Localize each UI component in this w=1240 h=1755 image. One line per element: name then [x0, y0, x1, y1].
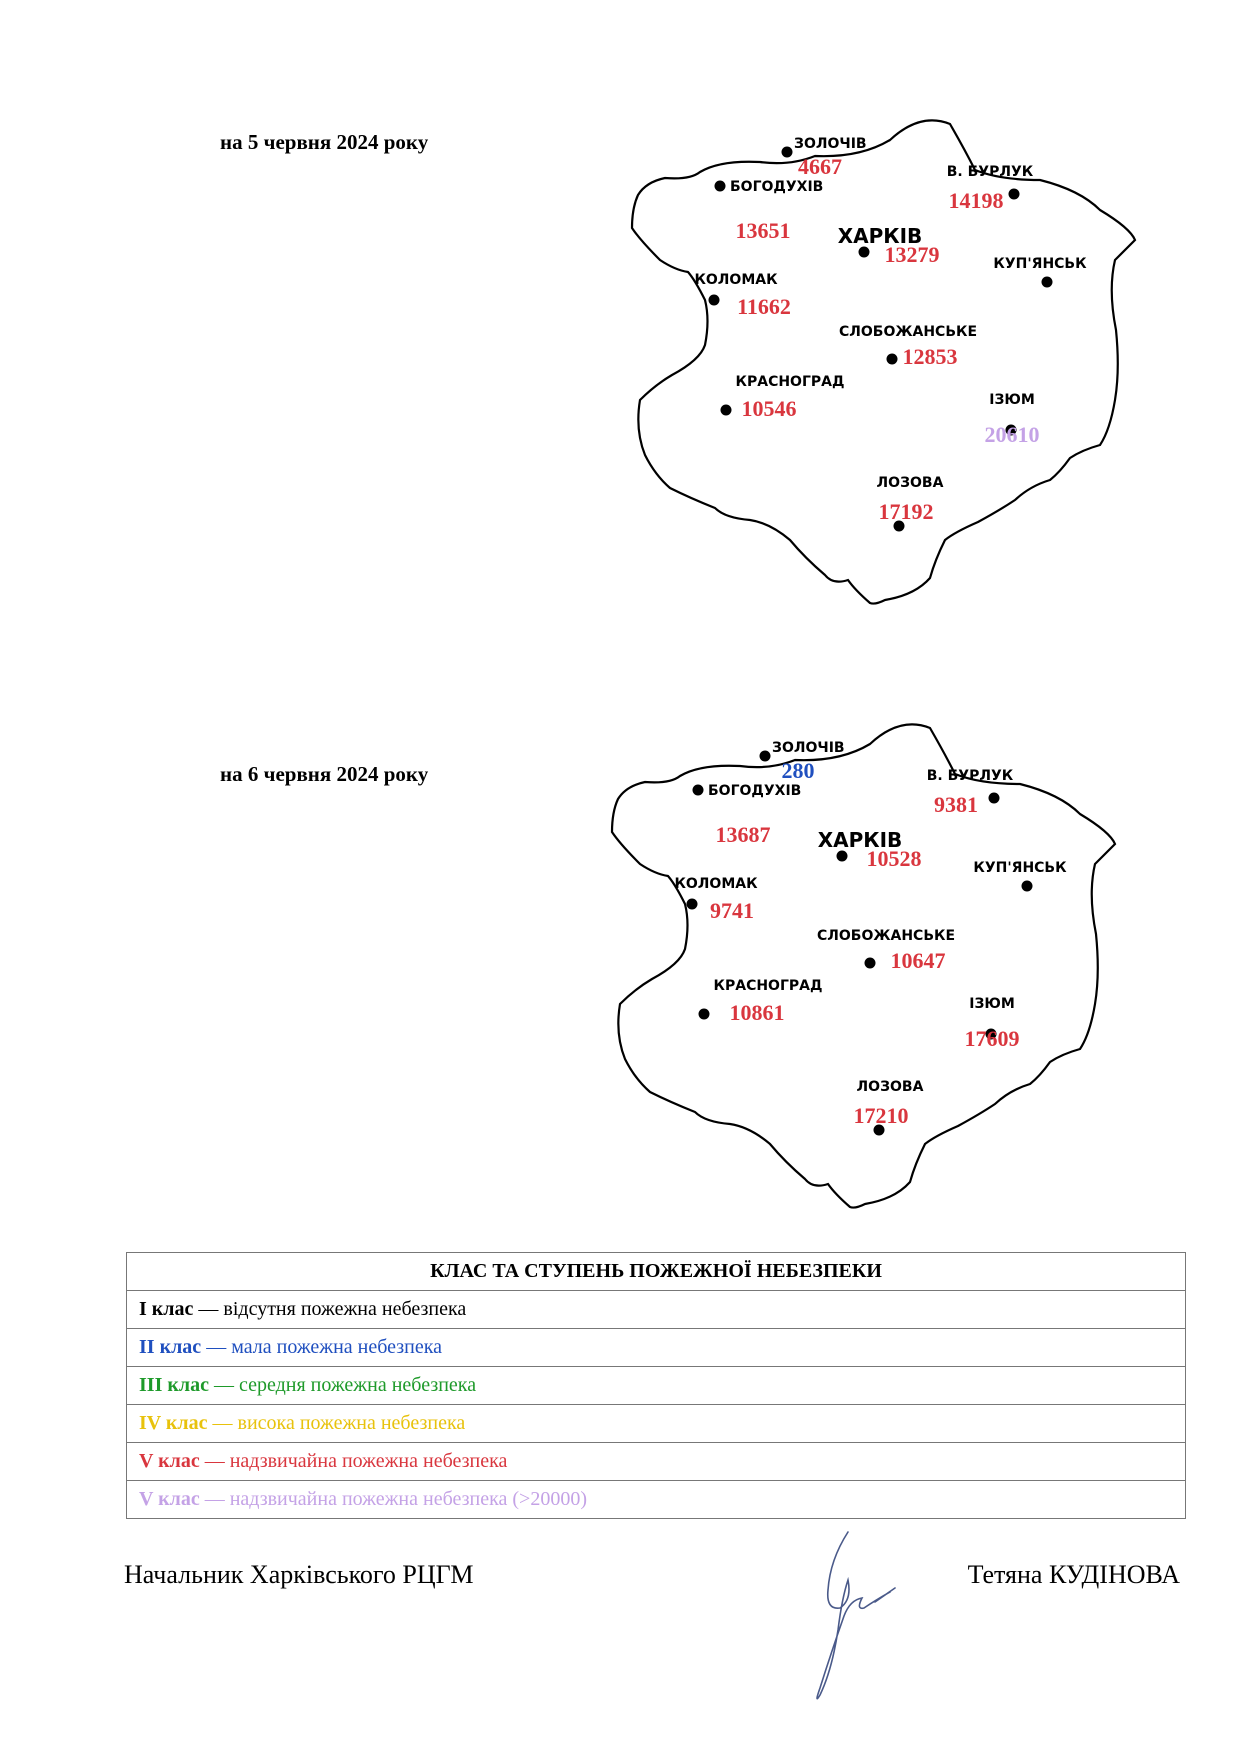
city-marker	[782, 147, 793, 158]
city-zolochiv	[760, 740, 845, 783]
region-outline	[612, 724, 1115, 1207]
fire-index-value: 20610	[984, 422, 1040, 447]
city-marker	[699, 1009, 710, 1020]
legend-class-label: IV клас	[139, 1412, 208, 1434]
city-name: СЛОБОЖАНСЬКЕ	[816, 928, 956, 944]
city-marker	[687, 899, 698, 910]
city-marker	[760, 751, 771, 762]
city-name: КРАСНОГРАД	[713, 978, 823, 994]
fire-index-value: 13651	[735, 218, 791, 243]
fire-index-value: 9741	[710, 898, 754, 923]
city-name: СЛОБОЖАНСЬКЕ	[838, 324, 978, 340]
city-marker	[837, 851, 848, 862]
signature	[770, 1520, 930, 1710]
legend-row	[127, 1329, 1186, 1367]
city-lozova	[877, 475, 944, 532]
region-outline	[632, 120, 1135, 603]
fire-index-value: 280	[781, 758, 815, 783]
legend-class-label: II клас	[139, 1336, 202, 1358]
fire-index-value: 10861	[729, 1000, 785, 1025]
city-slobozhanske	[839, 324, 977, 369]
date-heading-1: на 5 червня 2024 року	[220, 130, 429, 154]
city-name: КУП'ЯНСЬК	[993, 256, 1087, 272]
city-marker	[721, 405, 732, 416]
city-krasnohrad	[699, 978, 823, 1025]
legend-class-description: — надзвичайна пожежна небезпека	[199, 1450, 508, 1472]
city-izium	[965, 996, 1020, 1051]
city-name: ЛОЗОВА	[856, 1079, 924, 1095]
fire-index-value: 17192	[878, 499, 934, 524]
fire-index-value: 10647	[890, 948, 946, 973]
legend-row	[127, 1291, 1186, 1329]
fire-index-value: 10546	[741, 396, 797, 421]
fire-index-value: 10528	[866, 846, 922, 871]
city-name: КРАСНОГРАД	[735, 374, 845, 390]
fire-index-value: 4667	[798, 154, 842, 179]
city-kolomak	[694, 272, 790, 319]
legend-class-description: — мала пожежна небезпека	[201, 1336, 443, 1358]
city-marker	[709, 295, 720, 306]
city-bohodukhiv	[693, 783, 802, 847]
legend-row	[127, 1405, 1186, 1443]
legend-row	[127, 1443, 1186, 1481]
legend-class-description: — висока пожежна небезпека	[207, 1412, 466, 1434]
city-lozova	[854, 1079, 924, 1136]
city-marker	[859, 247, 870, 258]
fire-danger-legend	[126, 1252, 1186, 1519]
legend-class-description: — середня пожежна небезпека	[208, 1374, 477, 1396]
legend-class-label: V клас	[139, 1450, 200, 1472]
legend-class-label: V клас	[139, 1488, 200, 1510]
fire-index-value: 14198	[948, 188, 1004, 213]
city-name: ЛОЗОВА	[876, 475, 944, 491]
city-slobozhanske	[817, 928, 955, 973]
city-name: ЗОЛОЧІВ	[772, 740, 845, 756]
city-name: БОГОДУХІВ	[708, 783, 802, 799]
city-name: ІЗЮМ	[969, 996, 1015, 1012]
city-v-burluk	[947, 164, 1034, 213]
legend-class-label: III клас	[139, 1374, 209, 1396]
city-marker	[693, 785, 704, 796]
city-krasnohrad	[721, 374, 845, 421]
city-v-burluk	[927, 768, 1014, 817]
fire-index-value: 11662	[737, 294, 791, 319]
city-name: В. БУРЛУК	[926, 768, 1014, 784]
city-name: В. БУРЛУК	[946, 164, 1034, 180]
fire-index-value: 9381	[934, 792, 978, 817]
city-kupiansk	[973, 860, 1067, 892]
fire-danger-map-june-5	[0, 100, 1240, 620]
city-name: БОГОДУХІВ	[730, 179, 824, 195]
fire-index-value: 12853	[902, 344, 958, 369]
city-name: ІЗЮМ	[989, 392, 1035, 408]
fire-index-value: 17210	[853, 1103, 909, 1128]
signatory-name: Тетяна КУДІНОВА	[967, 1560, 1180, 1589]
city-bohodukhiv	[715, 179, 824, 243]
city-zolochiv	[782, 136, 867, 179]
city-name: КОЛОМАК	[674, 876, 758, 892]
legend-class-label: I клас	[139, 1298, 194, 1320]
city-kharkiv	[838, 224, 940, 267]
city-kharkiv	[818, 828, 922, 871]
city-kupiansk	[993, 256, 1087, 288]
city-name: ЗОЛОЧІВ	[794, 136, 867, 152]
city-marker	[887, 354, 898, 365]
signatory-position: Начальник Харківського РЦГМ	[124, 1560, 474, 1589]
city-marker	[865, 958, 876, 969]
city-marker	[1009, 189, 1020, 200]
city-izium	[985, 392, 1040, 447]
city-marker	[1022, 881, 1033, 892]
legend-class-description: — надзвичайна пожежна небезпека (>20000)	[199, 1488, 587, 1510]
legend-class-description: — відсутня пожежна небезпека	[193, 1298, 467, 1320]
date-heading-2: на 6 червня 2024 року	[220, 762, 429, 786]
city-marker	[989, 793, 1000, 804]
legend-row	[127, 1481, 1186, 1519]
legend-row	[127, 1367, 1186, 1405]
fire-danger-map-june-6	[0, 702, 1240, 1222]
city-name: ХАРКІВ	[817, 828, 903, 852]
city-name: КУП'ЯНСЬК	[973, 860, 1067, 876]
city-marker	[715, 181, 726, 192]
fire-index-value: 13687	[715, 822, 771, 847]
fire-index-value: 13279	[884, 242, 940, 267]
city-name: КОЛОМАК	[694, 272, 778, 288]
city-name: ХАРКІВ	[837, 224, 923, 248]
fire-index-value: 17609	[964, 1026, 1020, 1051]
city-marker	[1042, 277, 1053, 288]
legend-title: КЛАС ТА СТУПЕНЬ ПОЖЕЖНОЇ НЕБЕЗПЕКИ	[127, 1253, 1186, 1291]
